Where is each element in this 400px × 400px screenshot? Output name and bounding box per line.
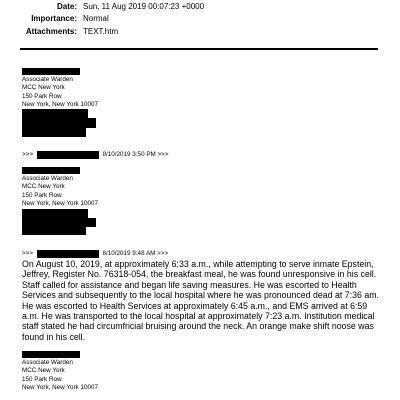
attachments-label: Attachments: [25, 27, 77, 36]
signature-org: MCC New York [22, 367, 65, 375]
signature-block-2 [22, 175, 98, 209]
forward-prefix: >>> [22, 151, 34, 158]
redaction-bar [37, 250, 99, 258]
forward-prefix: >>> [22, 250, 34, 257]
redaction-bar [22, 109, 88, 118]
redaction-bar [37, 151, 99, 159]
header-divider [20, 48, 378, 50]
redaction-bar [22, 118, 96, 128]
signature-street: 150 Park Row [22, 191, 62, 199]
signature-street: 150 Park Row [22, 92, 62, 100]
signature-block-1 [22, 76, 98, 110]
message-body: On August 10, 2019, at approximately 6:33 a.m., while attempting to serve inmate Epstein, Jeffrey, Register No. 76318-054, the breakfast meal, he was found unresponsive in his cell. Staff called for assistance and began life saving measures. He was escorted to Health Services and subsequently to the local hospital where he was pronounced dead at 7:36 am. He was escorted to Health Services at approximately 6:45 a.m., and EMS arrived at 6:59 a.m. He was transported to the local hospital at approximately 7:23 a.m. Institution medical staff stated he had circumfricial bruising around the neck. An orange make shift noose was found in his cell. [22, 259, 379, 342]
forward-timestamp: 8/10/2019 9:48 AM >>> [102, 250, 169, 257]
signature-street: 150 Park Row [22, 375, 62, 383]
importance-label: Importance: [31, 14, 77, 23]
redaction-bar [22, 167, 80, 174]
redaction-bar [22, 209, 88, 218]
forward-header-1 [22, 151, 169, 159]
date-value: Sun, 11 Aug 2019 00:07:23 +0000 [83, 2, 205, 11]
redaction-bar [22, 68, 80, 75]
signature-title: Associate Warden [22, 76, 73, 83]
forward-timestamp: 8/10/2019 3:50 PM >>> [102, 151, 169, 158]
signature-title: Associate Warden [22, 175, 73, 182]
signature-city: New York, New York 10007 [22, 101, 98, 109]
signature-org: MCC New York [22, 84, 65, 92]
importance-value: Normal [83, 14, 109, 23]
signature-city: New York, New York 10007 [22, 200, 98, 208]
forward-header-2 [22, 250, 168, 258]
signature-org: MCC New York [22, 183, 65, 191]
attachments-link[interactable]: TEXT.htm [83, 27, 119, 36]
signature-city: New York, New York 10007 [22, 384, 98, 392]
redaction-bar [22, 227, 86, 235]
signature-block-3 [22, 359, 98, 393]
date-label: Date: [56, 2, 77, 11]
redaction-bar [22, 351, 80, 358]
redaction-bar [22, 128, 86, 137]
redaction-bar [22, 218, 96, 227]
signature-title: Associate Warden [22, 359, 73, 366]
